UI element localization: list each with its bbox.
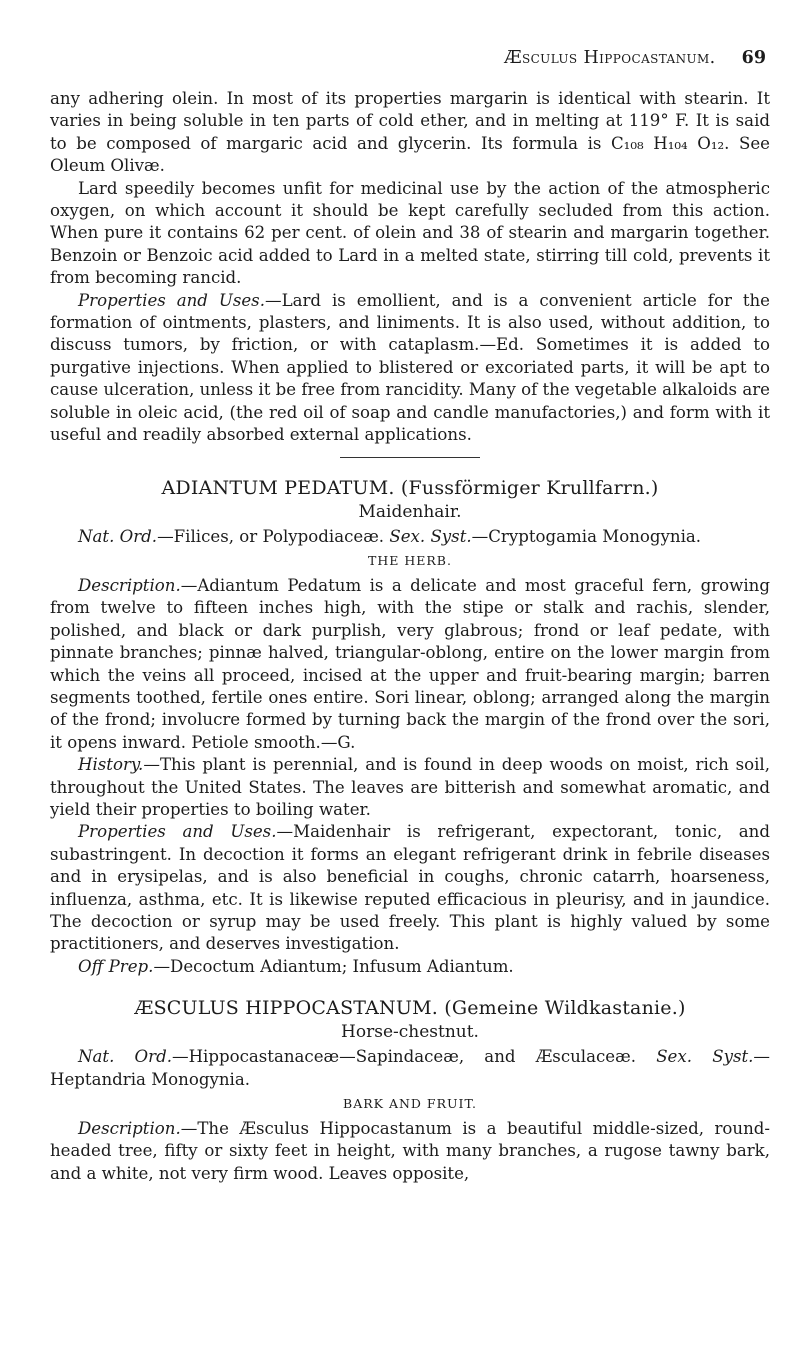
lard-paragraph-2: Lard speedily becomes unfit for medicinal use by the action of the atmospheric oxygen, on which account it should be kept carefully secluded from this action. When pure it contains 62 per cent. of olein and 38 of stearin and margarin together. Benzoin or Benzoic acid added to Lard in a melted state, stirring till cold, prevents it from becoming rancid. [50, 178, 770, 288]
page-number: 69 [741, 48, 766, 68]
lard-paragraph-1: any adhering olein. In most of its properties margarin is identical with stearin. It varies in being soluble in ten parts of cold ether, and in melting at 119° F. It is said to be composed of margaric acid and glycerin. Its formula is C₁₀₈ H₁₀₄ O₁₂. See Oleum Olivæ. [50, 89, 770, 176]
running-head-title: Æsculus Hippocastanum. [504, 48, 716, 68]
aesculus-heading: ÆSCULUS HIPPOCASTANUM. (Gemeine Wildkastanie.) [134, 997, 686, 1020]
adiantum-off-prep: Off Prep.—Decoctum Adiantum; Infusum Adiantum. [78, 956, 514, 976]
adiantum-properties: Properties and Uses.—Maidenhair is refrigerant, expectorant, tonic, and subastringent. In decoction it forms an elegant refrigerant drink in febrile diseases and in erysipelas, and is also beneficial in coughs, chronic catarrh, hoarseness, influenza, asthma, etc. It is likewise reputed efficacious in pleurisy, and in jaundice. The decoction or syrup may be used freely. This plant is highly valued by some practitioners, and deserves investigation. [50, 822, 770, 954]
section-gap [50, 978, 770, 996]
aesculus-common-name: Horse-chestnut. [341, 1022, 479, 1043]
properties-text: —Lard is emollient, and is a convenient article for the formation of ointments, plasters, and liniments. It is also used, without addition, to discuss tumors, by friction, or with cataplasm.—Ed. Sometimes it is added to purgative injections. When applied to blistered or excoriated parts, it will be apt to cause ulceration, unless it be free from rancidity. Many of the vegetable alkaloids are soluble in oleic acid, (the red oil of soap and candle manufactories,) and form with it useful and readily absorbed external applications. [50, 290, 770, 445]
adiantum-subheading: THE HERB. [368, 552, 452, 568]
adiantum-classification: Nat. Ord.—Filices, or Polypodiaceæ. Sex. Syst.—Cryptogamia Monogynia. [78, 526, 702, 546]
properties-label: Properties and Uses. [78, 290, 265, 310]
adiantum-heading: ADIANTUM PEDATUM. (Fussförmiger Krullfarrn.) [161, 476, 659, 499]
aesculus-description: Description.—The Æsculus Hippocastanum is a beautiful middle-sized, round-headed tree, fifty or sixty feet in height, with many branches, a rugose tawny bark, and a white, not very firm wood. Leaves opposite, [50, 1119, 770, 1183]
adiantum-common-name: Maidenhair. [358, 501, 462, 522]
adiantum-description: Description.—Adiantum Pedatum is a delicate and most graceful fern, growing from twelve to fifteen inches high, with the stipe or stalk and rachis, slender, polished, and black or dark purplish, very glabrous; frond or leaf pedate, with pinnate branches; pinnæ halved, triangular-oblong, entire on the lower margin from which the veins all proceed, incised at the upper and fruit-bearing margin; barren segments toothed, fertile ones entire. Sori linear, oblong; arranged along the margin of the frond; involucre formed by turning back the margin of the frond over the sori, it opens inward. Petiole smooth.—G. [50, 575, 770, 752]
adiantum-history: History.—This plant is perennial, and is found in deep woods on moist, rich soil, throughout the United States. The leaves are bitterish and somewhat aromatic, and yield their properties to boiling water. [50, 755, 770, 819]
section-divider [340, 457, 480, 458]
page [50, 48, 770, 1185]
aesculus-classification: Nat. Ord.—Hippocastanaceæ—Sapindaceæ, and Æsculaceæ. Sex. Syst.—Heptandria Monogynia. [50, 1047, 770, 1089]
aesculus-subheading: BARK AND FRUIT. [343, 1096, 477, 1112]
running-head [50, 48, 770, 68]
lard-properties-paragraph [50, 290, 770, 447]
